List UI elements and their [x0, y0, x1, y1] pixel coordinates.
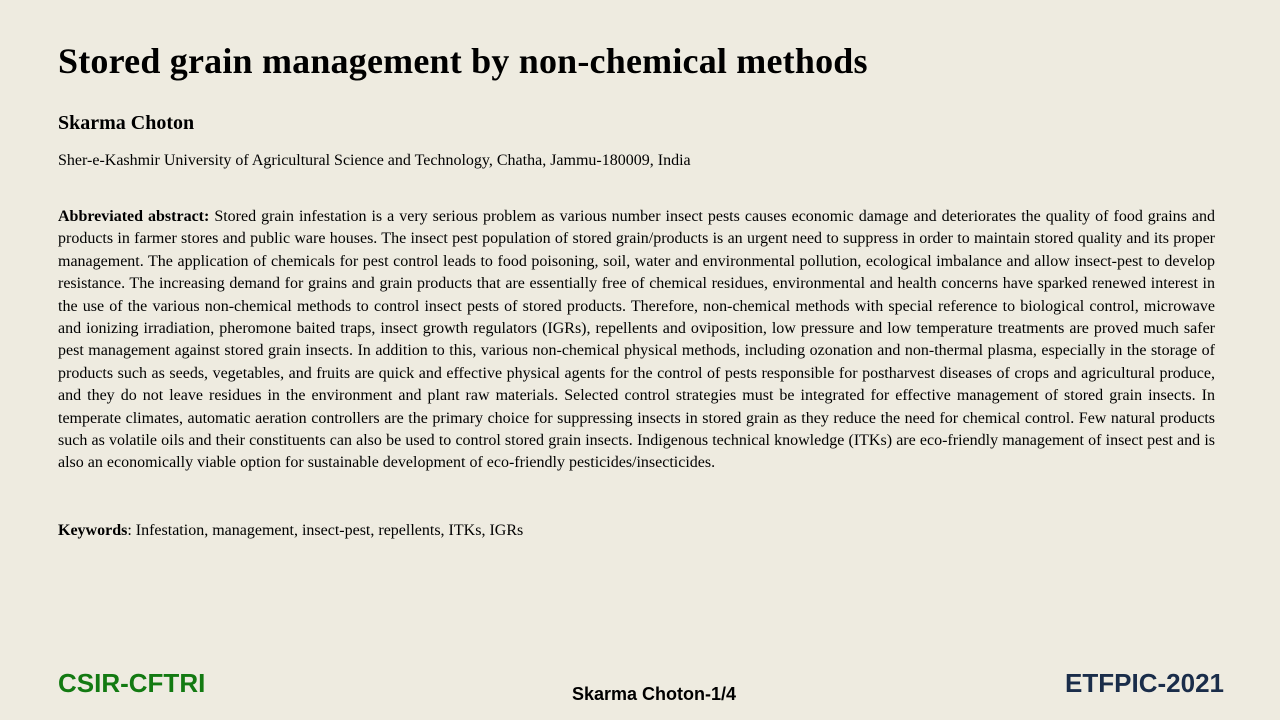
footer-organization: CSIR-CFTRI — [58, 668, 206, 698]
author-affiliation: Sher-e-Kashmir University of Agricultural Science and Technology, Chatha, Jammu-180009, India — [58, 152, 691, 169]
slide-title: Stored grain management by non-chemical methods — [58, 41, 868, 81]
footer-page-label: Skarma Choton-1/4 — [572, 684, 737, 704]
author-name: Skarma Choton — [58, 112, 195, 134]
keywords-text: : Infestation, management, insect-pest, repellents, ITKs, IGRs — [127, 522, 524, 539]
keywords-label: Keywords — [58, 522, 128, 539]
abstract-text: Stored grain infestation is a very serious problem as various number insect pests causes economic damage and deteriorates the quality of food grains and products in farmer stores and public ware houses. The insect pest population of stored grain/products is an urgent need to suppress in order to maintain stored quality and its proper management. The application of chemicals for pest control leads to food poisoning, soil, water and environmental pollution, ecological imbalance and allow insect-pest to develop resistance. The increasing demand for grains and grain products that are essentially free of chemical residues, environmental and health concerns have sparked renewed interest in the use of the various non-chemical methods to control insect pests of stored products. Therefore, non-chemical methods with special reference to biological control, microwave and ionizing irradiation, pheromone baited traps, insect growth regulators (IGRs), repellents and oviposition, low pressure and low temperature treatments are proved much safer pest management against stored grain insects. In addition to this, various non-chemical physical methods, including ozonation and non-thermal plasma, especially in the storage of products such as seeds, vegetables, and fruits are quick and effective physical agents for the control of pests responsible for postharvest diseases of crops and agricultural produce, and they do not leave residues in the environment and plant raw materials. Selected control strategies must be integrated for effective management of stored grain insects. In temperate climates, automatic aeration controllers are the primary choice for suppressing insects in stored grain as they reduce the need for chemical control. Few natural products such as volatile oils and their constituents can also be used to control stored grain insects. Indigenous technical knowledge (ITKs) are eco-friendly management of insect pest and is also an economically viable option for sustainable development of eco-friendly pesticides/insecticides. — [58, 208, 1215, 472]
keywords-line — [58, 520, 523, 542]
footer-event: ETFPIC-2021 — [1065, 668, 1224, 698]
abstract-paragraph — [58, 206, 1215, 475]
abstract-label: Abbreviated abstract: — [58, 208, 210, 225]
